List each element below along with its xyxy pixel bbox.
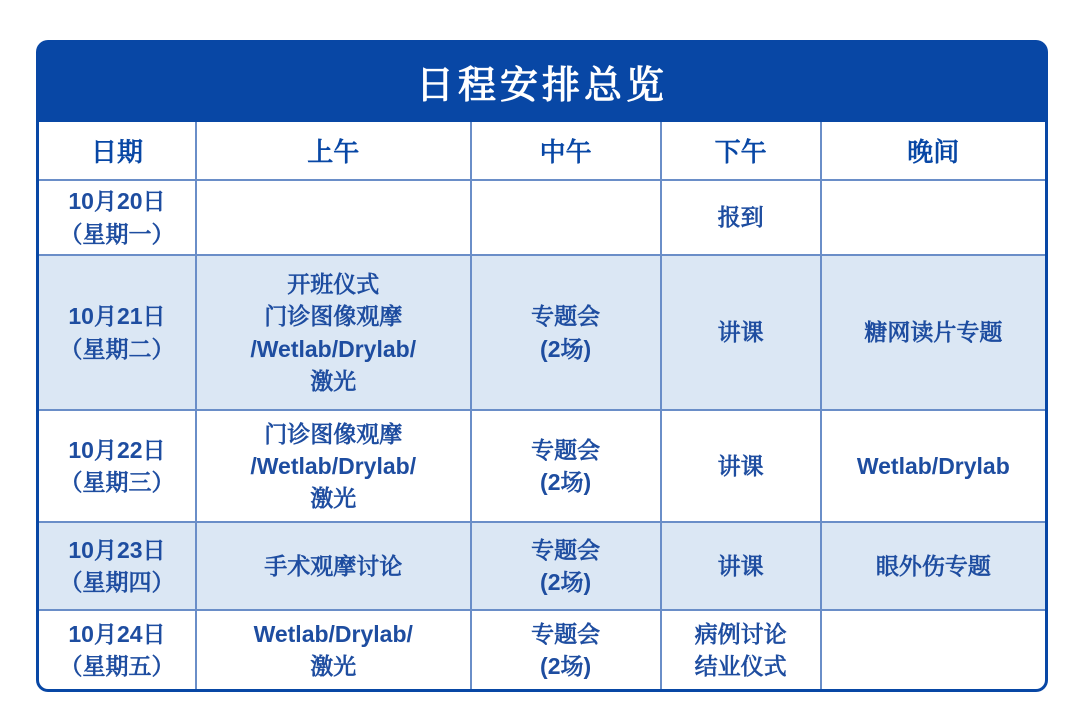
date-line: 10月24日 <box>68 620 166 647</box>
cell-line: 讲课 <box>717 452 764 479</box>
date-line: 10月20日 <box>68 188 166 215</box>
date-line: （星期五） <box>59 653 175 679</box>
noon-cell <box>471 410 661 522</box>
evening-cell <box>821 255 1045 410</box>
cell-line: 激光 <box>310 485 357 512</box>
cell-line: 激光 <box>310 653 357 679</box>
cell-line: Wetlab/Drylab/ <box>253 620 413 647</box>
date-cell <box>39 522 196 610</box>
date-cell <box>39 610 196 689</box>
date-line: 10月23日 <box>68 536 166 563</box>
cell-line: 讲课 <box>717 319 764 346</box>
noon-cell <box>471 522 661 610</box>
cell-line: /Wetlab/Drylab/ <box>250 452 417 479</box>
cell-line: 专题会 <box>531 620 601 647</box>
cell-line: (2场) <box>540 335 592 362</box>
date-line: （星期一） <box>59 220 175 247</box>
morning-cell <box>196 410 471 522</box>
schedule-card <box>36 40 1048 692</box>
cell-line: 结业仪式 <box>694 653 787 679</box>
schedule-grid-wrapper <box>36 122 1048 692</box>
cell-line: 报到 <box>717 204 764 231</box>
cell-line: 门诊图像观摩 <box>264 303 403 330</box>
cell-line: 糖网读片专题 <box>864 319 1003 346</box>
schedule-table <box>39 122 1045 689</box>
date-cell <box>39 255 196 410</box>
noon-cell <box>471 610 661 689</box>
date-line: （星期四） <box>59 569 175 595</box>
table-title-bar <box>36 40 1048 122</box>
evening-cell <box>821 610 1045 689</box>
cell-line: /Wetlab/Drylab/ <box>250 335 417 362</box>
date-line: 10月22日 <box>68 436 166 463</box>
cell-line: 手术观摩讨论 <box>264 552 403 579</box>
cell-line: (2场) <box>540 569 592 595</box>
morning-cell <box>196 522 471 610</box>
column-header-2: 中午 <box>471 122 661 180</box>
cell-line: 专题会 <box>531 536 601 563</box>
date-line: 10月21日 <box>68 303 166 330</box>
evening-cell <box>821 180 1045 255</box>
date-line: （星期三） <box>59 469 175 495</box>
morning-cell <box>196 180 471 255</box>
column-header-0: 日期 <box>39 122 196 180</box>
table-row <box>39 610 1045 689</box>
evening-cell <box>821 410 1045 522</box>
header-row <box>39 122 1045 180</box>
table-row <box>39 410 1045 522</box>
noon-cell <box>471 180 661 255</box>
cell-line: 眼外伤专题 <box>875 552 991 579</box>
evening-cell <box>821 522 1045 610</box>
cell-line: 病例讨论 <box>694 620 787 647</box>
cell-line: 专题会 <box>531 303 601 330</box>
column-header-4: 晚间 <box>821 122 1045 180</box>
table-row <box>39 180 1045 255</box>
column-header-3: 下午 <box>661 122 821 180</box>
noon-cell <box>471 255 661 410</box>
afternoon-cell <box>661 410 821 522</box>
date-cell <box>39 410 196 522</box>
cell-line: 讲课 <box>717 552 764 579</box>
morning-cell <box>196 255 471 410</box>
cell-line: 门诊图像观摩 <box>264 420 403 447</box>
page-title: 日程安排总览 <box>415 64 668 107</box>
afternoon-cell <box>661 255 821 410</box>
cell-line: (2场) <box>540 469 592 495</box>
cell-line: Wetlab/Drylab <box>856 452 1010 479</box>
cell-line: 开班仪式 <box>287 271 380 298</box>
cell-line: 专题会 <box>531 436 601 463</box>
morning-cell <box>196 610 471 689</box>
afternoon-cell <box>661 522 821 610</box>
cell-line: 激光 <box>310 367 357 394</box>
table-row <box>39 522 1045 610</box>
table-row <box>39 255 1045 410</box>
column-header-1: 上午 <box>196 122 471 180</box>
afternoon-cell <box>661 180 821 255</box>
date-cell <box>39 180 196 255</box>
cell-line: (2场) <box>540 653 592 679</box>
afternoon-cell <box>661 610 821 689</box>
date-line: （星期二） <box>59 335 175 362</box>
